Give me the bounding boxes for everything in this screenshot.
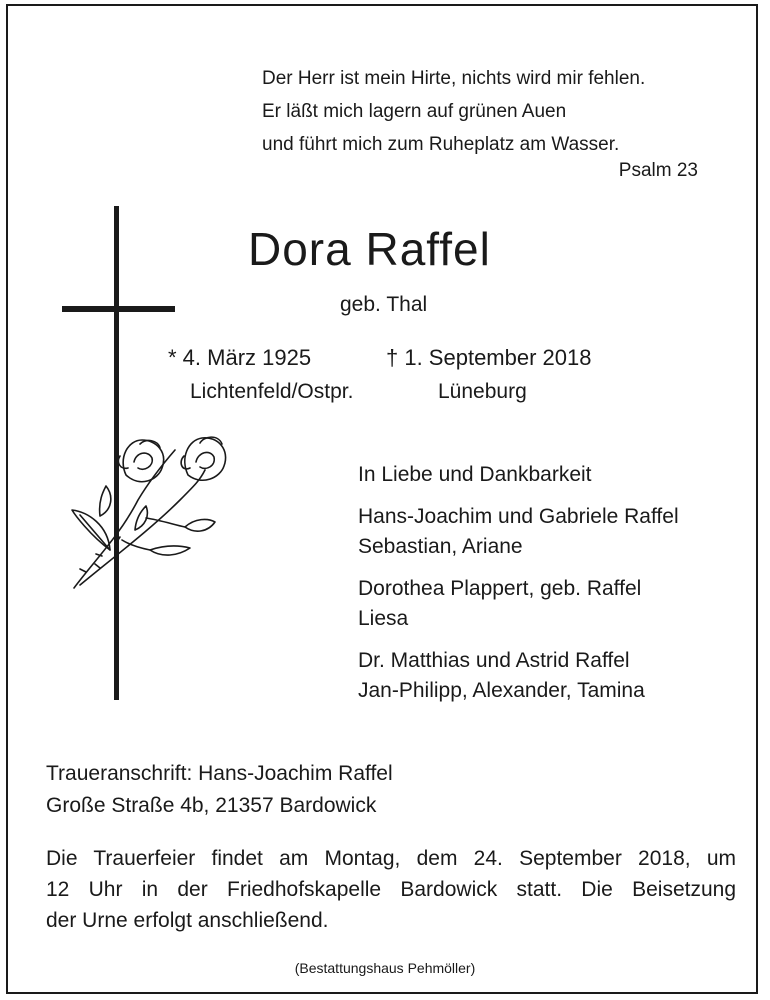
deceased-name: Dora Raffel — [248, 223, 491, 275]
mourners-intro: In Liebe und Dankbarkeit — [358, 463, 592, 486]
mourner-line: Hans-Joachim und Gabriele Raffel — [358, 505, 679, 528]
cross-icon — [62, 206, 175, 700]
ceremony-line: 12 Uhr in der Friedhofskapelle Bardowick statt. Die Beisetzung — [46, 878, 736, 901]
mourner-line: Liesa — [358, 607, 409, 630]
address-line: Traueranschrift: Hans-Joachim Raffel — [46, 762, 393, 785]
mourner-line: Dorothea Plappert, geb. Raffel — [358, 577, 642, 600]
psalm-line: und führt mich zum Ruheplatz am Wasser. — [262, 134, 620, 155]
psalm-line: Der Herr ist mein Hirte, nichts wird mir fehlen. — [262, 68, 646, 89]
birth-date: * 4. März 1925 — [168, 345, 312, 370]
ceremony-line: der Urne erfolgt anschließend. — [46, 909, 329, 932]
psalm-quote — [262, 62, 645, 161]
ceremony-line: Die Trauerfeier findet am Montag, dem 24. September 2018, um — [46, 847, 736, 870]
maiden-name: geb. Thal — [340, 293, 428, 316]
mourners-list — [358, 460, 679, 718]
mourner-group — [358, 502, 679, 562]
psalm-reference: Psalm 23 — [618, 160, 698, 181]
mourner-line: Jan-Philipp, Alexander, Tamina — [358, 679, 645, 702]
address-line: Große Straße 4b, 21357 Bardowick — [46, 794, 377, 817]
funeral-home: (Bestattungshaus Pehmöller) — [294, 960, 476, 976]
birth-place: Lichtenfeld/Ostpr. — [190, 380, 354, 403]
mourner-line: Sebastian, Ariane — [358, 535, 523, 558]
mourning-address — [46, 758, 393, 822]
psalm-line: Er läßt mich lagern auf grünen Auen — [262, 101, 567, 122]
mourner-line: Dr. Matthias und Astrid Raffel — [358, 649, 630, 672]
mourner-group — [358, 646, 679, 706]
cross-with-roses — [50, 200, 250, 710]
ceremony-info — [46, 843, 736, 936]
mourner-group — [358, 574, 679, 634]
death-place: Lüneburg — [438, 380, 527, 403]
death-date: † 1. September 2018 — [386, 345, 592, 370]
roses-icon — [72, 437, 226, 588]
